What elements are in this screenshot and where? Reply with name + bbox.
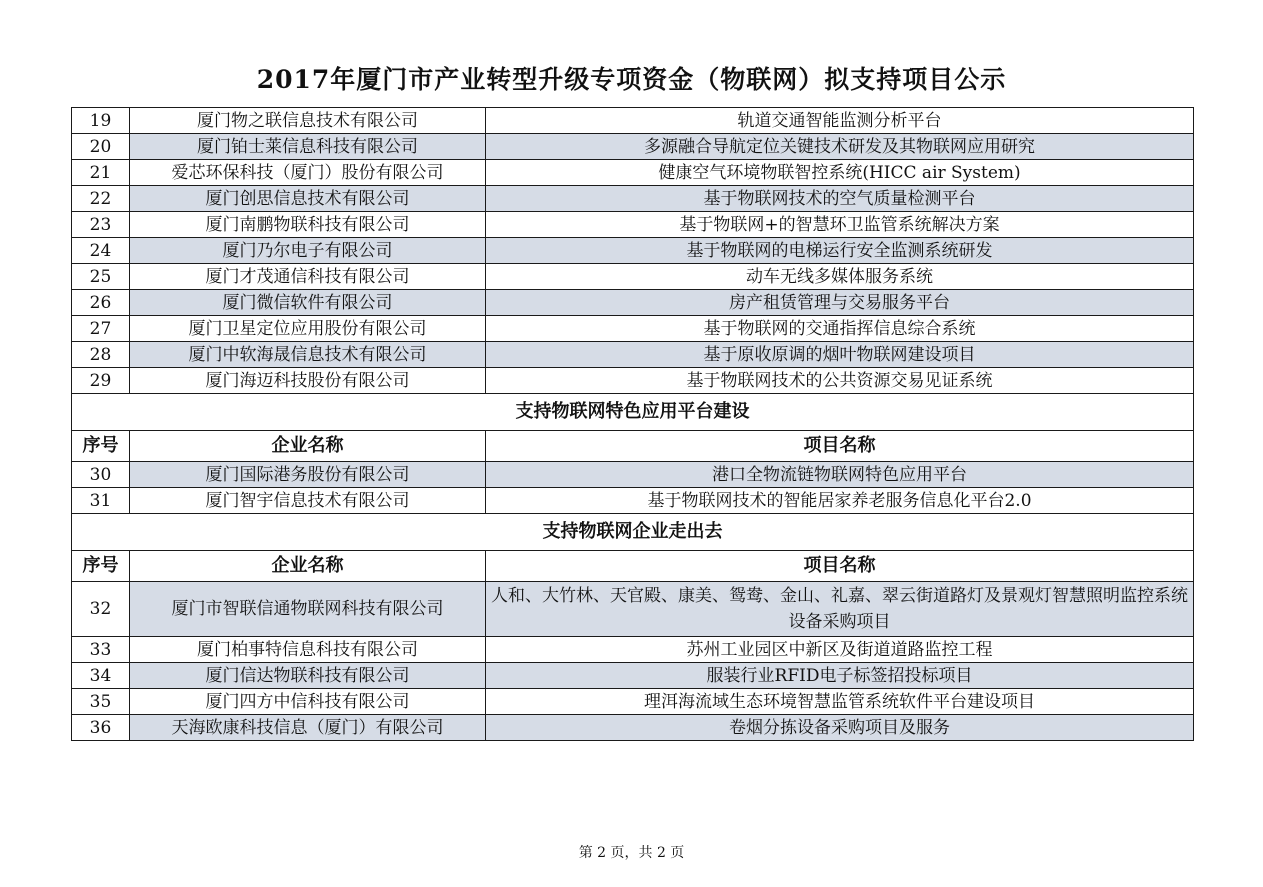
table-row <box>72 108 1194 134</box>
row-number: 19 <box>72 108 130 134</box>
project-name: 基于物联网的电梯运行安全监测系统研发 <box>486 238 1194 264</box>
project-name: 轨道交通智能监测分析平台 <box>486 108 1194 134</box>
section-title-row <box>72 394 1194 431</box>
row-number: 22 <box>72 186 130 212</box>
table-row <box>72 316 1194 342</box>
table-row <box>72 186 1194 212</box>
table-row <box>72 689 1194 715</box>
project-name: 基于物联网技术的公共资源交易见证系统 <box>486 368 1194 394</box>
table-row <box>72 134 1194 160</box>
row-number: 30 <box>72 462 130 488</box>
row-number: 31 <box>72 488 130 514</box>
table-row <box>72 368 1194 394</box>
table-row <box>72 637 1194 663</box>
row-number: 35 <box>72 689 130 715</box>
project-table <box>71 107 1194 741</box>
column-header-row <box>72 551 1194 582</box>
section-title: 支持物联网特色应用平台建设 <box>72 394 1194 431</box>
project-name: 卷烟分拣设备采购项目及服务 <box>486 715 1194 741</box>
company-name: 厦门中软海晟信息技术有限公司 <box>130 342 486 368</box>
table-row <box>72 582 1194 637</box>
column-header-project: 项目名称 <box>486 431 1194 462</box>
company-name: 厦门铂士莱信息科技有限公司 <box>130 134 486 160</box>
column-header-company: 企业名称 <box>130 551 486 582</box>
row-number: 28 <box>72 342 130 368</box>
table-row <box>72 212 1194 238</box>
company-name: 厦门国际港务股份有限公司 <box>130 462 486 488</box>
section-title: 支持物联网企业走出去 <box>72 514 1194 551</box>
row-number: 20 <box>72 134 130 160</box>
row-number: 32 <box>72 582 130 637</box>
row-number: 24 <box>72 238 130 264</box>
table-row <box>72 264 1194 290</box>
row-number: 25 <box>72 264 130 290</box>
project-name: 基于物联网的交通指挥信息综合系统 <box>486 316 1194 342</box>
table-row <box>72 715 1194 741</box>
column-header-company: 企业名称 <box>130 431 486 462</box>
group-b-rows <box>72 394 1194 514</box>
company-name: 厦门智宇信息技术有限公司 <box>130 488 486 514</box>
company-name: 厦门乃尔电子有限公司 <box>130 238 486 264</box>
table-row <box>72 462 1194 488</box>
project-name: 多源融合导航定位关键技术研发及其物联网应用研究 <box>486 134 1194 160</box>
project-name: 基于原收原调的烟叶物联网建设项目 <box>486 342 1194 368</box>
company-name: 厦门市智联信通物联网科技有限公司 <box>130 582 486 637</box>
group-a-rows <box>72 108 1194 394</box>
company-name: 天海欧康科技信息（厦门）有限公司 <box>130 715 486 741</box>
company-name: 厦门卫星定位应用股份有限公司 <box>130 316 486 342</box>
page-title: 2017年厦门市产业转型升级专项资金（物联网）拟支持项目公示 <box>256 65 1007 94</box>
table-row <box>72 663 1194 689</box>
project-name: 房产租赁管理与交易服务平台 <box>486 290 1194 316</box>
project-name: 人和、大竹林、天官殿、康美、鸳鸯、金山、礼嘉、翠云街道路灯及景观灯智慧照明监控系统设备采购项目 <box>486 582 1194 637</box>
company-name: 厦门信达物联科技有限公司 <box>130 663 486 689</box>
project-name: 服装行业RFID电子标签招投标项目 <box>486 663 1194 689</box>
row-number: 33 <box>72 637 130 663</box>
table-row <box>72 342 1194 368</box>
project-name: 健康空气环境物联智控系统(HICC air System) <box>486 160 1194 186</box>
project-name: 基于物联网+的智慧环卫监管系统解决方案 <box>486 212 1194 238</box>
project-name: 港口全物流链物联网特色应用平台 <box>486 462 1194 488</box>
table-row <box>72 290 1194 316</box>
company-name: 厦门四方中信科技有限公司 <box>130 689 486 715</box>
section-title-row <box>72 514 1194 551</box>
page-footer: 第 2 页，共 2 页 <box>578 845 685 861</box>
project-name: 基于物联网技术的智能居家养老服务信息化平台2.0 <box>486 488 1194 514</box>
company-name: 厦门海迈科技股份有限公司 <box>130 368 486 394</box>
company-name: 厦门南鹏物联科技有限公司 <box>130 212 486 238</box>
company-name: 厦门微信软件有限公司 <box>130 290 486 316</box>
row-number: 27 <box>72 316 130 342</box>
row-number: 23 <box>72 212 130 238</box>
table-row <box>72 488 1194 514</box>
project-name: 动车无线多媒体服务系统 <box>486 264 1194 290</box>
column-header-no: 序号 <box>72 431 130 462</box>
row-number: 36 <box>72 715 130 741</box>
company-name: 厦门创思信息技术有限公司 <box>130 186 486 212</box>
column-header-no: 序号 <box>72 551 130 582</box>
company-name: 厦门才茂通信科技有限公司 <box>130 264 486 290</box>
table-row <box>72 238 1194 264</box>
company-name: 爱芯环保科技（厦门）股份有限公司 <box>130 160 486 186</box>
group-c-rows <box>72 514 1194 741</box>
column-header-project: 项目名称 <box>486 551 1194 582</box>
row-number: 21 <box>72 160 130 186</box>
company-name: 厦门柏事特信息科技有限公司 <box>130 637 486 663</box>
company-name: 厦门物之联信息技术有限公司 <box>130 108 486 134</box>
column-header-row <box>72 431 1194 462</box>
project-name: 基于物联网技术的空气质量检测平台 <box>486 186 1194 212</box>
row-number: 29 <box>72 368 130 394</box>
row-number: 34 <box>72 663 130 689</box>
row-number: 26 <box>72 290 130 316</box>
project-name: 理洱海流域生态环境智慧监管系统软件平台建设项目 <box>486 689 1194 715</box>
project-name: 苏州工业园区中新区及街道道路监控工程 <box>486 637 1194 663</box>
table-row <box>72 160 1194 186</box>
